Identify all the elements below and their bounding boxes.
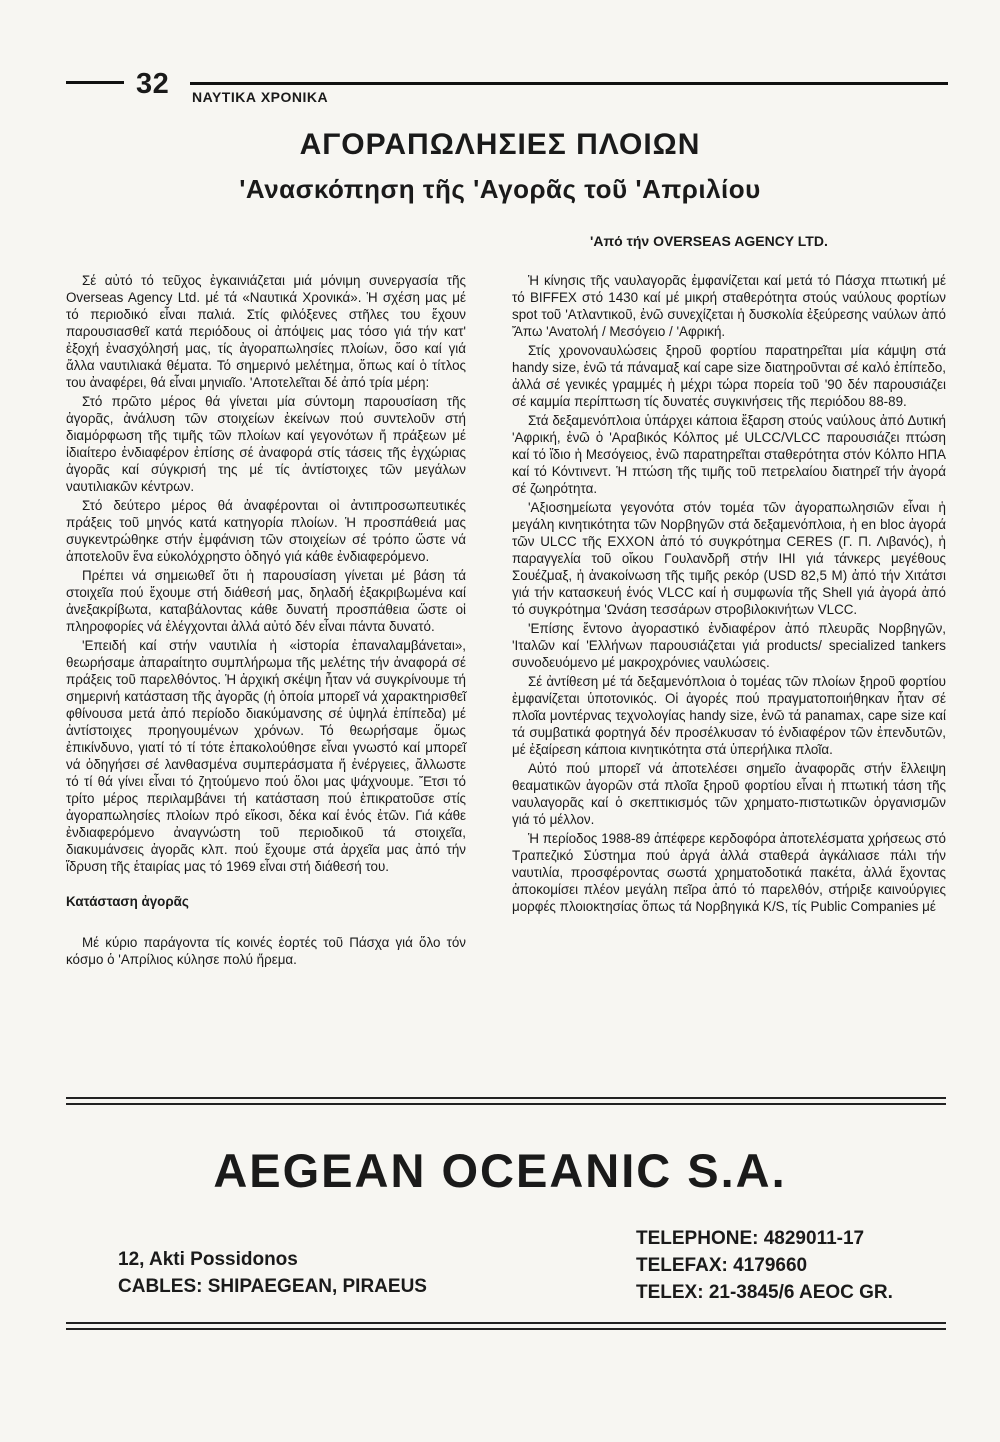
ad-address: 12, Akti Possidonos (118, 1249, 298, 1270)
paragraph: Ἡ περίοδος 1988-89 ἀπέφερε κερδοφόρα ἀποτελέσματα χρήσεως στό Τραπεζικό Σύστημα πού ἀργά ἀλλά σταθερά ἀγκάλιασε πάλι τήν ναυτιλία, προσφέροντας σωστά χρηματοδοτικά πακέτα, ἀλλά ἔχοντας ἀποκομίσει πλέον μεγάλη πεῖρα ἀπό τό παρελθόν, στήριξε καινούργιες μορφές πλοιοκτησίας ὅπως τά Νορβηγικά K/S, τίς Public Companies μέ (512, 831, 946, 914)
ad-contact-block (636, 1225, 893, 1306)
ad-address-block (118, 1246, 427, 1300)
paragraph: Πρέπει νά σημειωθεῖ ὅτι ἡ παρουσίαση γίνεται μέ βάση τά στοιχεῖα πού ἔχουμε στή διάθεσή μας, δηλαδή ἐξακριβωμένα καί ἀνεξακρίβωτα, καταβάλοντας κάθε δυνατή προσπάθεια ὥστε οἱ πληροφορίες νά ἐλέγχονται ἀλλά αὐτό δέν εἶναι πάντα δυνατό. (66, 568, 466, 634)
section-heading: Κατάσταση ἀγορᾶς (66, 894, 189, 909)
paragraph: Σέ αὐτό τό τεῦχος ἐγκαινιάζεται μιά μόνιμη συνεργασία τῆς Overseas Agency Ltd. μέ τά «Ναυτικά Χρονικά». Ἡ σχέση μας μέ τό περιοδικό εἶναι παλιά. Στίς φιλόξενες στῆλες του ἔχουν παρουσιασθεῖ κατά περιόδους οἱ ἀπόψεις μας τόσο γιά τήν κατ' ἐξοχή ἐνασχόλησή μας, τίς ἀγοραπωλησίες πλοίων, ὅσο καί γιά ἄλλα ναυτιλιακά θέματα. Τό σημερινό μελέτημα, ὅπως καί ὁ τίτλος του ἀναφέρει, θά εἶναι μηνιαῖο. 'Αποτελεῖται δέ ἀπό τρία μέρη: (66, 273, 466, 390)
paragraph: 'Αξιοσημείωτα γεγονότα στόν τομέα τῶν ἀγοραπωλησιῶν εἶναι ἡ μεγάλη κινητικότητα τῶν Νορβηγῶν στά δεξαμενόπλοια, ἡ en bloc ἀγορά τῶν ULCC τῆς EXXON ἀπό τό συγκρότημα CERES (Γ. Π. Λιβανός), ἡ παραγγελία τοῦ οἴκου Γουλανδρῆ στήν IHI γιά τάνκερς μεγέθους Σουέζμαξ, ἡ ἀνακοίνωση τῆς τιμῆς ρεκόρ (USD 82,5 M) ἀπό τήν Χιτάτσι γιά τήν κατασκευή ἑνός VLCC καί ἡ συμφωνία τῆς Shell γιά ἀγορά ἀπό τό συγκρότημα 'Ωνάση τεσσάρων στροβιλοκινήτων VLCC. (512, 500, 946, 617)
article-source: 'Από τήν OVERSEAS AGENCY LTD. (590, 233, 828, 249)
paragraph: Στό πρῶτο μέρος θά γίνεται μία σύντομη παρουσίαση τῆς ἀγορᾶς, ἀνάλυση τῶν στοιχείων ἐκείνων πού συντελοῦν στή διαμόρφωση τῆς τιμῆς τῶν πλοίων καί γεγονότων ἤ πράξεων μέ ἰδιαίτερο ἐνδιαφέρον ἐπίσης σέ ἀναφορά στίς τάσεις τῆς ἐγχώριας ἀγορᾶς καί σύγκρισή της μέ τίς ἀντίστοιχες τῶν μεγάλων ναυτιλιακῶν κέντρων. (66, 394, 466, 494)
left-column (66, 272, 466, 970)
ad-top-rule (66, 1097, 946, 1099)
header-rule-right (190, 82, 948, 85)
ad-bottom-rule-2 (66, 1328, 946, 1330)
paragraph: Στά δεξαμενόπλοια ὑπάρχει κάποια ἔξαρση στούς ναύλους ἀπό Δυτική 'Αφρική, ἐνῶ ὁ 'Αραβικός Κόλπος μέ ULCC/VLCC παρουσιάζει πτώση καί τό ἴδιο ἡ Μεσόγειος, ἐνῶ παρατηρεῖται σταθερότητα στόν Κόλπο ΗΠΑ καί τό Κόντινεντ. Ἡ πτώση τῆς τιμῆς τοῦ πετρελαίου διατηρεῖ τήν ἀγορά σέ ζωηρότητα. (512, 413, 946, 496)
right-column (512, 272, 946, 917)
paragraph: Στό δεύτερο μέρος θά ἀναφέρονται οἱ ἀντιπροσωπευτικές πράξεις τοῦ μηνός κατά κατηγορία πλοίων. Ἡ προσπάθειά μας συγκεντρώθηκε στήν ἐμφάνιση τῶν στοιχείων σέ τρόπο ὥστε νά ἀποτελοῦν ἕνα εὐκολόχρηστο ὁδηγό γιά κάθε ἐνδιαφερόμενο. (66, 498, 466, 564)
paragraph: Στίς χρονοναυλώσεις ξηροῦ φορτίου παρατηρεῖται μία κάμψη στά handy size, ἐνῶ τά πάναμαξ καί cape size διατηροῦνται σέ καλό ἐπίπεδο, ἀλλά σέ γενικές γραμμές ἡ μέχρι τώρα πορεία τοῦ '90 δέν παρουσιάζει σέ καμμία περίπτωση τίς δυνατές συγκινήσεις τῆς περιόδου 88-89. (512, 343, 946, 409)
ad-top-rule-2 (66, 1103, 946, 1105)
paragraph: 'Επειδή καί στήν ναυτιλία ἡ «ἱστορία ἐπαναλαμβάνεται», θεωρήσαμε ἀπαραίτητο συμπλήρωμα τῆς μελέτης τήν ἀναφορά σέ πράξεις τοῦ παρελθόντος. Ἡ ἀρχική σκέψη ἦταν νά συγκρίνουμε τή σημερινή κατάσταση τῆς ἀγορᾶς (ἡ ὁποία μπορεῖ νά χαρακτηρισθεῖ φθίνουσα μετά ἀπό περίοδο διακύμανσης σέ ὑψηλά ἐπίπεδα) μέ ἀντίστοιχες προηγουμένων χρόνων. Τό θεωρήσαμε ὅμως ἐπικίνδυνο, γιατί τό τί τότε ἐπακολούθησε εἶναι γνωστό καί μπορεῖ νά ὁδηγήσει σέ λανθασμένα συμπεράσματα ἤ ἐνέργειες, ἄλλωστε τό τί θά γίνει εἶναι τό ζητούμενο πού ὅλοι μας ψάχνουμε. Ἔτσι τό τρίτο μέρος περιλαμβάνει τή κατάσταση πού ἐπικρατοῦσε στίς ἀγοραπωλησίες πλοίων πρό εἴκοσι, δέκα καί ἑνός ἐτῶν. Γιά κάθε ἐνδιαφερόμενο ἀναγνώστη τοῦ περιοδικοῦ τά στοιχεῖα, διακυμάνσεις ἀγορᾶς κλπ. πού ἔχουμε στά ἀρχεῖα μας ἀπό τήν ἵδρυση τῆς ἑταιρίας μας τό 1969 εἶναι στή διάθεσή του. (66, 638, 466, 874)
page-number: 32 (136, 68, 170, 100)
ad-bottom-rule (66, 1322, 946, 1324)
paragraph: Μέ κύριο παράγοντα τίς κοινές ἑορτές τοῦ Πάσχα γιά ὅλο τόν κόσμο ὁ 'Απρίλιος κύλησε πολύ ἤρεμα. (66, 935, 466, 967)
advertiser-name: AEGEAN OCEANIC S.A. (213, 1144, 787, 1197)
ad-telex: TELEX: 21-3845/6 AEOC GR. (636, 1282, 893, 1303)
paragraph: Σέ ἀντίθεση μέ τά δεξαμενόπλοια ὁ τομέας τῶν πλοίων ξηροῦ φορτίου ἐμφανίζεται ὑποτονικός. Οἱ ἀγορές πού πραγματοποιήθηκαν ἦταν σέ πλοῖα μοντέρνας τεχνολογίας handy size, ἐνῶ τά panamax, cape size καί τά συμβατικά φορτηγά δέν προσέλκυσαν τό ἐνδιαφέρον τῶν ἐπενδυτῶν, μέ ἐξαίρεση κάποια κινητικότητα στά ὑπερήλικα πλοῖα. (512, 674, 946, 757)
paragraph: Αὐτό πού μπορεῖ νά ἀποτελέσει σημεῖο ἀναφορᾶς στήν ἔλλειψη θεαματικῶν ἀγορῶν στά πλοῖα ξηροῦ φορτίου εἶναι ἡ πτωτική τάση τῆς ναυλαγορᾶς καί ὁ σκεπτικισμός τῶν χρηματο-πιστωτικῶν ὀργανισμῶν γιά τό μέλλον. (512, 761, 946, 827)
ad-telephone: TELEPHONE: 4829011-17 (636, 1228, 865, 1249)
paragraph: 'Επίσης ἔντονο ἀγοραστικό ἐνδιαφέρον ἀπό πλευρᾶς Νορβηγῶν, 'Ιταλῶν καί 'Ελλήνων παρουσιάζεται γιά products/ specialized tankers συνοδευόμενο μέ μακροχρόνιες ναυλώσεις. (512, 621, 946, 670)
article-subtitle: 'Ανασκόπηση τῆς 'Αγορᾶς τοῦ 'Απριλίου (239, 174, 761, 204)
ad-telefax: TELEFAX: 4179660 (636, 1255, 808, 1276)
paragraph: Ἡ κίνησις τῆς ναυλαγορᾶς ἐμφανίζεται καί μετά τό Πάσχα πτωτική μέ τό BIFFEX στό 1430 καί μέ μικρή σταθερότητα στούς ναύλους φορτίων spot τοῦ 'Ατλαντικοῦ, ἐνῶ συνεχίζεται ἡ δυσκολία ἐξεύρεσης ναύλων ἀπό Ἄπω 'Ανατολή / Μεσόγειο / 'Αφρική. (512, 273, 946, 339)
ad-cables: CABLES: SHIPAEGEAN, PIRAEUS (118, 1276, 427, 1297)
article-title: ΑΓΟΡΑΠΩΛΗΣΙΕΣ ΠΛΟΙΩΝ (299, 128, 701, 161)
magazine-name: ΝΑΥΤΙΚΑ ΧΡΟΝΙΚΑ (192, 89, 329, 105)
header-rule-left (66, 81, 124, 84)
